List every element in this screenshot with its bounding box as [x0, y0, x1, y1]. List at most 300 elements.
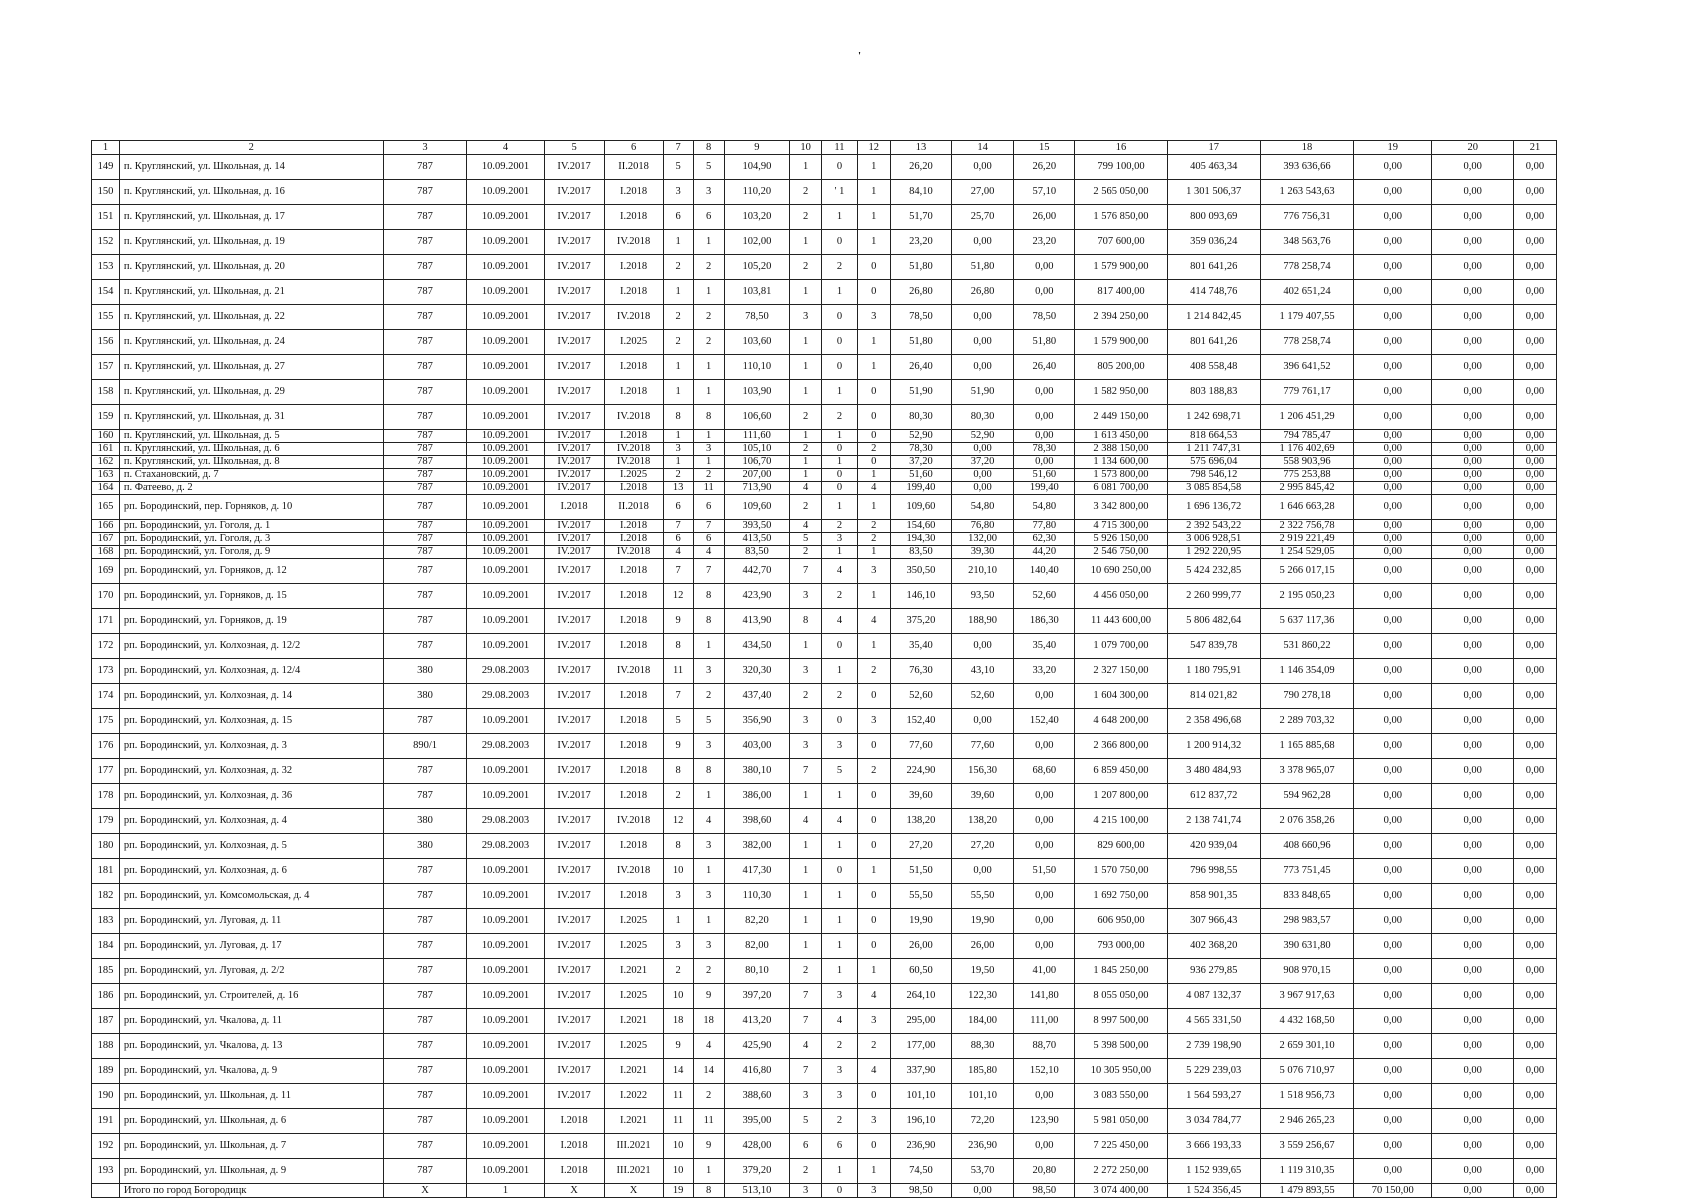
cell-decision-number: 787 [383, 634, 467, 659]
table-row [92, 959, 1557, 984]
cell-extra-3: 0,00 [1513, 1034, 1556, 1059]
cell-extra-1: 0,00 [1354, 1034, 1432, 1059]
total-cell-plan-end: X [604, 1184, 663, 1198]
cell-row-number: 159 [92, 405, 120, 430]
cell-area-total: 104,90 [724, 155, 789, 180]
cell-area-total: 82,00 [724, 934, 789, 959]
cell-extra-3: 0,00 [1513, 709, 1556, 734]
cell-decision-number: 787 [383, 443, 467, 456]
cell-area-total: 397,20 [724, 984, 789, 1009]
cell-fund-share: 1 211 747,31 [1167, 443, 1260, 456]
cell-address: рп. Бородинский, ул. Колхозная, д. 12/4 [119, 659, 383, 684]
cell-rooms-municipal: 1 [857, 634, 890, 659]
cell-decision-number: 380 [383, 659, 467, 684]
cell-area-resettle: 84,10 [890, 180, 951, 205]
cell-row-number: 181 [92, 859, 120, 884]
column-number-header: 18 [1260, 141, 1353, 155]
cell-area-resettle: 194,30 [890, 533, 951, 546]
cell-address: рп. Бородинский, ул. Луговая, д. 11 [119, 909, 383, 934]
cell-row-number: 187 [92, 1009, 120, 1034]
cell-fund-share: 1 214 842,45 [1167, 305, 1260, 330]
cell-extra-3: 0,00 [1513, 734, 1556, 759]
cell-rooms-private: 1 [822, 456, 857, 469]
cell-area-total: 388,60 [724, 1084, 789, 1109]
cell-budget-share: 2 919 221,49 [1260, 533, 1353, 546]
cell-plan-end: I.2025 [604, 909, 663, 934]
cell-area-total: 425,90 [724, 1034, 789, 1059]
cell-residents-total: 6 [663, 205, 693, 230]
cell-area-total: 102,00 [724, 230, 789, 255]
cell-rooms-total: 7 [790, 1009, 822, 1034]
cell-plan-end: I.2018 [604, 205, 663, 230]
cell-extra-3: 0,00 [1513, 1084, 1556, 1109]
cell-extra-1: 0,00 [1354, 609, 1432, 634]
cell-residents-total: 2 [663, 330, 693, 355]
cell-area-municipal: 26,00 [1014, 205, 1075, 230]
cell-extra-2: 0,00 [1432, 584, 1514, 609]
cell-area-municipal: 78,30 [1014, 443, 1075, 456]
cell-decision-date: 10.09.2001 [467, 1109, 544, 1134]
cell-rooms-municipal: 0 [857, 1134, 890, 1159]
cell-decision-date: 10.09.2001 [467, 1034, 544, 1059]
cell-rooms-total: 1 [790, 909, 822, 934]
cell-area-resettle: 52,90 [890, 430, 951, 443]
cell-address: рп. Бородинский, ул. Гоголя, д. 3 [119, 533, 383, 546]
cell-rooms-total: 6 [790, 1134, 822, 1159]
cell-rooms-private: 2 [822, 584, 857, 609]
cell-residents-total: 5 [663, 709, 693, 734]
cell-residents-resettled: 8 [693, 759, 724, 784]
cell-area-total: 110,20 [724, 180, 789, 205]
cell-plan-end: I.2018 [604, 734, 663, 759]
cell-decision-number: 890/1 [383, 734, 467, 759]
cell-cost-total: 2 272 250,00 [1075, 1159, 1167, 1184]
cell-area-resettle: 199,40 [890, 482, 951, 495]
cell-area-private: 93,50 [952, 584, 1014, 609]
cell-residents-resettled: 1 [693, 430, 724, 443]
cell-cost-total: 2 394 250,00 [1075, 305, 1167, 330]
cell-plan-end: IV.2018 [604, 405, 663, 430]
table-row [92, 684, 1557, 709]
cell-fund-share: 814 021,82 [1167, 684, 1260, 709]
cell-extra-3: 0,00 [1513, 405, 1556, 430]
cell-budget-share: 348 563,76 [1260, 230, 1353, 255]
cell-rooms-private: 3 [822, 734, 857, 759]
cell-plan-end: I.2018 [604, 482, 663, 495]
cell-residents-total: 2 [663, 784, 693, 809]
cell-residents-resettled: 7 [693, 520, 724, 533]
cell-cost-total: 5 926 150,00 [1075, 533, 1167, 546]
cell-extra-3: 0,00 [1513, 495, 1556, 520]
cell-area-municipal: 62,30 [1014, 533, 1075, 546]
cell-row-number: 153 [92, 255, 120, 280]
cell-row-number: 173 [92, 659, 120, 684]
cell-extra-1: 0,00 [1354, 230, 1432, 255]
cell-extra-3: 0,00 [1513, 355, 1556, 380]
cell-residents-resettled: 9 [693, 1134, 724, 1159]
cell-extra-1: 0,00 [1354, 495, 1432, 520]
cell-plan-start: I.2018 [544, 1109, 604, 1134]
cell-address: рп. Бородинский, ул. Школьная, д. 11 [119, 1084, 383, 1109]
cell-fund-share: 414 748,76 [1167, 280, 1260, 305]
cell-budget-share: 1 206 451,29 [1260, 405, 1353, 430]
table-row [92, 520, 1557, 533]
cell-rooms-total: 3 [790, 734, 822, 759]
cell-extra-1: 0,00 [1354, 520, 1432, 533]
cell-plan-start: I.2018 [544, 1159, 604, 1184]
cell-area-total: 379,20 [724, 1159, 789, 1184]
cell-budget-share: 776 756,31 [1260, 205, 1353, 230]
cell-rooms-private: 0 [822, 305, 857, 330]
cell-residents-total: 9 [663, 1034, 693, 1059]
cell-address: рп. Бородинский, ул. Колхозная, д. 3 [119, 734, 383, 759]
cell-cost-total: 1 579 900,00 [1075, 330, 1167, 355]
cell-rooms-total: 3 [790, 709, 822, 734]
cell-rooms-total: 1 [790, 456, 822, 469]
cell-row-number: 190 [92, 1084, 120, 1109]
cell-extra-3: 0,00 [1513, 456, 1556, 469]
cell-rooms-private: 2 [822, 1034, 857, 1059]
cell-plan-end: I.2021 [604, 1109, 663, 1134]
cell-row-number: 168 [92, 546, 120, 559]
cell-address: рп. Бородинский, ул. Колхозная, д. 14 [119, 684, 383, 709]
cell-plan-end: I.2021 [604, 1009, 663, 1034]
cell-residents-total: 10 [663, 984, 693, 1009]
table-row [92, 230, 1557, 255]
cell-area-resettle: 26,40 [890, 355, 951, 380]
cell-rooms-municipal: 1 [857, 205, 890, 230]
cell-area-municipal: 88,70 [1014, 1034, 1075, 1059]
cell-extra-2: 0,00 [1432, 180, 1514, 205]
cell-extra-1: 0,00 [1354, 482, 1432, 495]
cell-cost-total: 1 570 750,00 [1075, 859, 1167, 884]
cell-area-total: 380,10 [724, 759, 789, 784]
cell-extra-2: 0,00 [1432, 909, 1514, 934]
column-number-header: 15 [1014, 141, 1075, 155]
cell-address: рп. Бородинский, ул. Колхозная, д. 4 [119, 809, 383, 834]
cell-area-resettle: 78,50 [890, 305, 951, 330]
cell-plan-end: I.2021 [604, 1059, 663, 1084]
cell-row-number: 165 [92, 495, 120, 520]
cell-plan-start: IV.2017 [544, 809, 604, 834]
cell-fund-share: 800 093,69 [1167, 205, 1260, 230]
cell-residents-resettled: 1 [693, 456, 724, 469]
cell-fund-share: 408 558,48 [1167, 355, 1260, 380]
cell-budget-share: 794 785,47 [1260, 430, 1353, 443]
cell-residents-resettled: 2 [693, 305, 724, 330]
cell-decision-date: 10.09.2001 [467, 884, 544, 909]
cell-rooms-private: 4 [822, 809, 857, 834]
cell-decision-number: 787 [383, 884, 467, 909]
cell-extra-2: 0,00 [1432, 533, 1514, 546]
cell-rooms-total: 4 [790, 482, 822, 495]
total-cell-fund-share: 1 524 356,45 [1167, 1184, 1260, 1198]
cell-area-municipal: 0,00 [1014, 255, 1075, 280]
cell-address: рп. Бородинский, ул. Луговая, д. 17 [119, 934, 383, 959]
register-table [91, 140, 1557, 1198]
cell-extra-2: 0,00 [1432, 759, 1514, 784]
cell-residents-resettled: 2 [693, 1084, 724, 1109]
total-cell-area-resettle: 98,50 [890, 1184, 951, 1198]
cell-cost-total: 2 565 050,00 [1075, 180, 1167, 205]
table-row [92, 355, 1557, 380]
cell-area-resettle: 35,40 [890, 634, 951, 659]
cell-decision-number: 787 [383, 859, 467, 884]
cell-plan-end: IV.2018 [604, 230, 663, 255]
cell-area-resettle: 51,80 [890, 255, 951, 280]
cell-extra-2: 0,00 [1432, 305, 1514, 330]
cell-extra-2: 0,00 [1432, 1159, 1514, 1184]
cell-extra-3: 0,00 [1513, 884, 1556, 909]
cell-plan-start: IV.2017 [544, 443, 604, 456]
cell-area-private: 210,10 [952, 559, 1014, 584]
cell-rooms-private: 0 [822, 859, 857, 884]
cell-rooms-private: 1 [822, 205, 857, 230]
cell-area-resettle: 55,50 [890, 884, 951, 909]
cell-residents-total: 13 [663, 482, 693, 495]
cell-plan-end: I.2018 [604, 380, 663, 405]
cell-extra-1: 0,00 [1354, 405, 1432, 430]
cell-cost-total: 1 845 250,00 [1075, 959, 1167, 984]
cell-decision-number: 787 [383, 280, 467, 305]
cell-plan-start: IV.2017 [544, 155, 604, 180]
cell-decision-date: 29.08.2003 [467, 734, 544, 759]
table-row [92, 884, 1557, 909]
cell-fund-share: 405 463,34 [1167, 155, 1260, 180]
cell-extra-2: 0,00 [1432, 1134, 1514, 1159]
cell-residents-total: 14 [663, 1059, 693, 1084]
total-cell-area-total: 513,10 [724, 1184, 789, 1198]
cell-rooms-municipal: 1 [857, 495, 890, 520]
table-row [92, 634, 1557, 659]
cell-row-number: 156 [92, 330, 120, 355]
cell-area-total: 320,30 [724, 659, 789, 684]
cell-area-private: 43,10 [952, 659, 1014, 684]
cell-extra-1: 0,00 [1354, 734, 1432, 759]
cell-extra-2: 0,00 [1432, 809, 1514, 834]
cell-area-private: 27,00 [952, 180, 1014, 205]
cell-extra-3: 0,00 [1513, 1059, 1556, 1084]
cell-area-private: 0,00 [952, 443, 1014, 456]
cell-budget-share: 3 967 917,63 [1260, 984, 1353, 1009]
cell-row-number: 170 [92, 584, 120, 609]
cell-row-number: 166 [92, 520, 120, 533]
cell-row-number: 158 [92, 380, 120, 405]
cell-area-resettle: 23,20 [890, 230, 951, 255]
cell-address: рп. Бородинский, ул. Гоголя, д. 1 [119, 520, 383, 533]
cell-plan-start: IV.2017 [544, 469, 604, 482]
cell-row-number: 188 [92, 1034, 120, 1059]
cell-decision-date: 10.09.2001 [467, 1134, 544, 1159]
cell-row-number: 189 [92, 1059, 120, 1084]
table-row [92, 280, 1557, 305]
table-row [92, 559, 1557, 584]
cell-plan-end: IV.2018 [604, 659, 663, 684]
cell-fund-share: 936 279,85 [1167, 959, 1260, 984]
cell-area-private: 188,90 [952, 609, 1014, 634]
cell-fund-share: 575 696,04 [1167, 456, 1260, 469]
cell-area-private: 0,00 [952, 482, 1014, 495]
cell-area-resettle: 26,80 [890, 280, 951, 305]
table-row [92, 330, 1557, 355]
cell-rooms-total: 1 [790, 784, 822, 809]
cell-area-total: 103,81 [724, 280, 789, 305]
cell-rooms-private: 2 [822, 520, 857, 533]
cell-address: рп. Бородинский, ул. Горняков, д. 15 [119, 584, 383, 609]
cell-rooms-total: 1 [790, 380, 822, 405]
cell-decision-date: 10.09.2001 [467, 180, 544, 205]
cell-area-resettle: 154,60 [890, 520, 951, 533]
cell-residents-total: 2 [663, 305, 693, 330]
cell-residents-total: 1 [663, 230, 693, 255]
cell-row-number: 186 [92, 984, 120, 1009]
cell-plan-start: IV.2017 [544, 230, 604, 255]
cell-cost-total: 7 225 450,00 [1075, 1134, 1167, 1159]
cell-cost-total: 3 342 800,00 [1075, 495, 1167, 520]
cell-residents-total: 10 [663, 859, 693, 884]
cell-area-private: 19,50 [952, 959, 1014, 984]
cell-cost-total: 1 207 800,00 [1075, 784, 1167, 809]
cell-extra-1: 0,00 [1354, 380, 1432, 405]
cell-row-number: 184 [92, 934, 120, 959]
cell-plan-end: I.2018 [604, 884, 663, 909]
cell-area-private: 0,00 [952, 634, 1014, 659]
cell-area-total: 78,50 [724, 305, 789, 330]
cell-area-resettle: 76,30 [890, 659, 951, 684]
cell-plan-start: IV.2017 [544, 684, 604, 709]
cell-plan-start: IV.2017 [544, 784, 604, 809]
cell-area-municipal: 51,50 [1014, 859, 1075, 884]
cell-rooms-municipal: 0 [857, 430, 890, 443]
cell-rooms-municipal: 1 [857, 355, 890, 380]
cell-cost-total: 3 083 550,00 [1075, 1084, 1167, 1109]
cell-area-private: 0,00 [952, 355, 1014, 380]
cell-rooms-municipal: 2 [857, 759, 890, 784]
cell-budget-share: 298 983,57 [1260, 909, 1353, 934]
cell-decision-date: 10.09.2001 [467, 584, 544, 609]
cell-decision-date: 10.09.2001 [467, 1084, 544, 1109]
cell-rooms-private: 1 [822, 784, 857, 809]
cell-decision-number: 787 [383, 759, 467, 784]
cell-plan-start: IV.2017 [544, 1059, 604, 1084]
cell-area-private: 184,00 [952, 1009, 1014, 1034]
cell-fund-share: 547 839,78 [1167, 634, 1260, 659]
cell-address: рп. Бородинский, ул. Колхозная, д. 36 [119, 784, 383, 809]
table-row [92, 784, 1557, 809]
cell-extra-1: 0,00 [1354, 355, 1432, 380]
cell-area-private: 0,00 [952, 859, 1014, 884]
table-row [92, 584, 1557, 609]
cell-rooms-municipal: 2 [857, 533, 890, 546]
cell-extra-2: 0,00 [1432, 834, 1514, 859]
cell-area-resettle: 78,30 [890, 443, 951, 456]
cell-rooms-municipal: 3 [857, 1009, 890, 1034]
cell-residents-total: 1 [663, 456, 693, 469]
cell-plan-start: IV.2017 [544, 559, 604, 584]
cell-residents-resettled: 3 [693, 934, 724, 959]
cell-rooms-private: 1 [822, 959, 857, 984]
cell-rooms-private: 0 [822, 355, 857, 380]
cell-cost-total: 11 443 600,00 [1075, 609, 1167, 634]
cell-budget-share: 531 860,22 [1260, 634, 1353, 659]
cell-decision-date: 10.09.2001 [467, 609, 544, 634]
cell-address: рп. Бородинский, ул. Строителей, д. 16 [119, 984, 383, 1009]
cell-plan-start: IV.2017 [544, 709, 604, 734]
cell-cost-total: 5 398 500,00 [1075, 1034, 1167, 1059]
cell-rooms-municipal: 0 [857, 380, 890, 405]
cell-extra-1: 0,00 [1354, 280, 1432, 305]
cell-plan-end: I.2021 [604, 959, 663, 984]
cell-rooms-municipal: 2 [857, 1034, 890, 1059]
cell-residents-resettled: 3 [693, 734, 724, 759]
cell-budget-share: 594 962,28 [1260, 784, 1353, 809]
cell-fund-share: 2 358 496,68 [1167, 709, 1260, 734]
cell-budget-share: 5 637 117,36 [1260, 609, 1353, 634]
cell-plan-start: IV.2017 [544, 430, 604, 443]
cell-area-resettle: 51,90 [890, 380, 951, 405]
cell-extra-2: 0,00 [1432, 443, 1514, 456]
cell-area-municipal: 0,00 [1014, 934, 1075, 959]
cell-cost-total: 817 400,00 [1075, 280, 1167, 305]
cell-decision-number: 380 [383, 809, 467, 834]
cell-cost-total: 6 081 700,00 [1075, 482, 1167, 495]
cell-area-private: 80,30 [952, 405, 1014, 430]
cell-rooms-total: 4 [790, 809, 822, 834]
cell-rooms-municipal: 0 [857, 1084, 890, 1109]
cell-area-total: 106,60 [724, 405, 789, 430]
cell-decision-date: 10.09.2001 [467, 205, 544, 230]
cell-residents-resettled: 1 [693, 230, 724, 255]
cell-plan-end: I.2018 [604, 759, 663, 784]
cell-area-private: 19,90 [952, 909, 1014, 934]
cell-extra-2: 0,00 [1432, 495, 1514, 520]
cell-residents-resettled: 1 [693, 355, 724, 380]
cell-rooms-municipal: 0 [857, 734, 890, 759]
cell-address: рп. Бородинский, ул. Школьная, д. 7 [119, 1134, 383, 1159]
cell-extra-2: 0,00 [1432, 456, 1514, 469]
cell-address: п. Круглянский, ул. Школьная, д. 20 [119, 255, 383, 280]
column-number-header: 11 [822, 141, 857, 155]
cell-area-resettle: 101,10 [890, 1084, 951, 1109]
cell-address: рп. Бородинский, ул. Чкалова, д. 13 [119, 1034, 383, 1059]
cell-decision-number: 787 [383, 380, 467, 405]
cell-area-municipal: 20,80 [1014, 1159, 1075, 1184]
cell-fund-share: 2 260 999,77 [1167, 584, 1260, 609]
cell-extra-1: 0,00 [1354, 1009, 1432, 1034]
cell-plan-start: IV.2017 [544, 520, 604, 533]
cell-rooms-municipal: 1 [857, 584, 890, 609]
cell-address: п. Круглянский, ул. Школьная, д. 31 [119, 405, 383, 430]
cell-area-resettle: 26,20 [890, 155, 951, 180]
cell-fund-share: 1 564 593,27 [1167, 1084, 1260, 1109]
cell-residents-resettled: 6 [693, 205, 724, 230]
cell-extra-3: 0,00 [1513, 984, 1556, 1009]
cell-extra-1: 0,00 [1354, 684, 1432, 709]
cell-budget-share: 5 266 017,15 [1260, 559, 1353, 584]
cell-area-private: 0,00 [952, 305, 1014, 330]
cell-rooms-total: 2 [790, 495, 822, 520]
cell-decision-number: 787 [383, 533, 467, 546]
cell-fund-share: 420 939,04 [1167, 834, 1260, 859]
cell-extra-1: 0,00 [1354, 1159, 1432, 1184]
cell-plan-start: IV.2017 [544, 859, 604, 884]
cell-area-municipal: 23,20 [1014, 230, 1075, 255]
cell-cost-total: 1 079 700,00 [1075, 634, 1167, 659]
cell-extra-2: 0,00 [1432, 959, 1514, 984]
cell-fund-share: 798 546,12 [1167, 469, 1260, 482]
total-cell-decision-date: 1 [467, 1184, 544, 1198]
cell-area-total: 398,60 [724, 809, 789, 834]
